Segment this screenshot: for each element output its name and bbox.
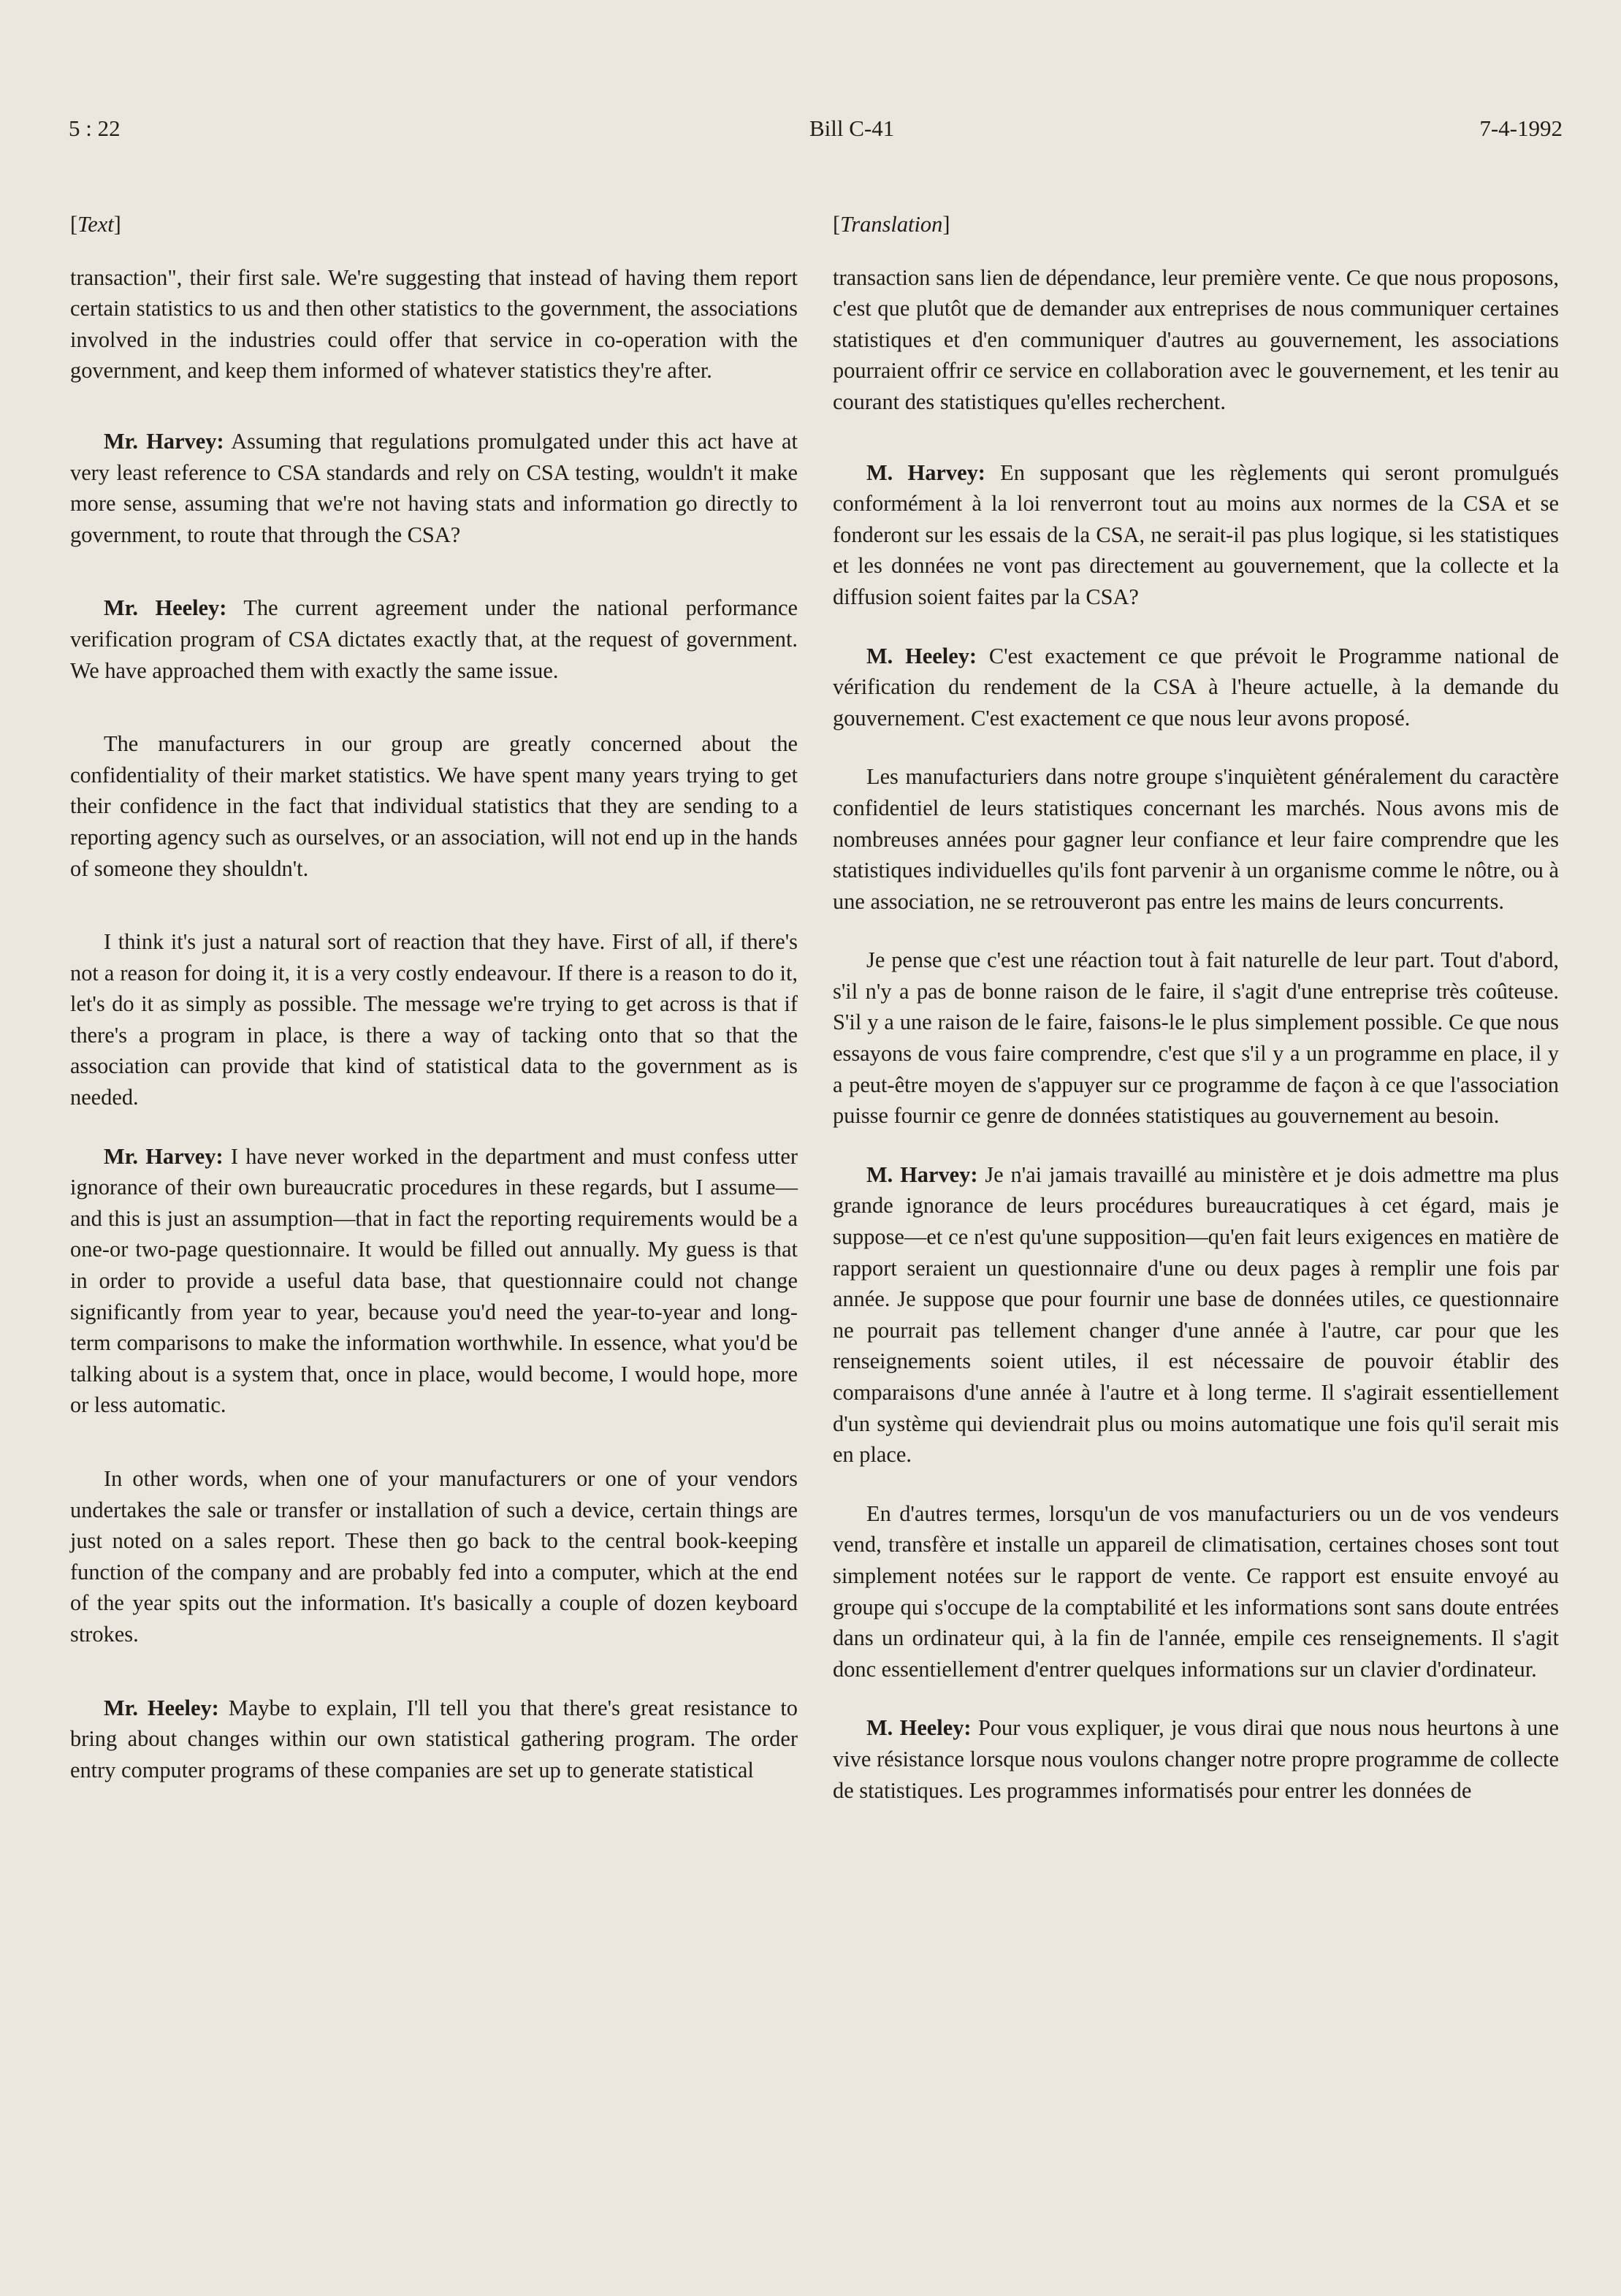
page-number: 5 : 22 — [69, 115, 121, 141]
speaker-name: Mr. Heeley: — [104, 1695, 219, 1720]
speaker-name: Mr. Harvey: — [104, 1143, 224, 1169]
speaker-name: Mr. Harvey: — [104, 428, 224, 454]
speaker-name: Mr. Heeley: — [104, 595, 227, 621]
column-label-text: [Text] — [70, 212, 121, 237]
speaker-name: M. Harvey: — [866, 1162, 978, 1187]
paragraph: Je pense que c'est une réaction tout à fait naturelle de leur part. Tout d'abord, s'il n'y a pas de bonne raison de le faire, il s'agit d'une entreprise très coûteuse. S'il y a une raison de le faire, faisons-le le plus simplement possible. Ce que nous essayons de vous faire comprendre, c'est que s'il y a un programme en place, il y a peut-être moyen de s'appuyer sur ce programme de façon à ce que l'association puisse fournir ce genre de données statistiques au gouvernement au besoin. — [833, 947, 1559, 1129]
french-column — [833, 209, 1559, 1834]
paragraph: The manufacturers in our group are greatly concerned about the confidentiality of their market statistics. We have spent many years trying to get their confidence in the fact that individual statistics that they are sending to a reporting agency such as ourselves, or an association, will not end up in the hands of someone they shouldn't. — [70, 731, 798, 881]
paragraph: En d'autres termes, lorsqu'un de vos manufacturiers ou un de vos vendeurs vend, transfère et installe un appareil de climatisation, certaines choses sont tout simplement notées sur le rapport de vente. Ce rapport est ensuite envoyé au groupe qui s'occupe de la comptabilité et les informations sont sans doute entrées dans un ordinateur qui, à la fin de l'année, empile ces renseignements. Il s'agit donc essentiellement d'entrer quelques informations sur un clavier d'ordinateur. — [833, 1500, 1559, 1682]
paragraph: I think it's just a natural sort of reaction that they have. First of all, if there's not a reason for doing it, it is a very costly endeavour. If there is a reason to do it, let's do it as simply as possible. The message we're trying to get across is that if there's a program in place, is there a way of tacking onto that so that the association can provide that kind of statistical data to the government as is needed. — [70, 929, 798, 1110]
speaker-name: M. Harvey: — [866, 459, 985, 485]
paragraph: M. Heeley: C'est exactement ce que prévoit le Programme national de vérification du rendement de la CSA à l'heure actuelle, à la demande du gouvernement. C'est exactement ce que nous leur avons proposé. — [833, 643, 1560, 731]
paragraph: M. Harvey: En supposant que les règlements qui seront promulgués conformément à la loi renverront tout au moins aux normes de la CSA et se fonderont sur les essais de la CSA, ne serait-il pas plus logique, si les statistiques et les données ne vont pas directement au gouvernement, que la collecte et la diffusion soient faites par la CSA? — [833, 459, 1560, 609]
paragraph: transaction sans lien de dépendance, leur première vente. Ce que nous proposons, c'est que plutôt que de demander aux entreprises de nous communiquer certaines statistiques et d'en communiquer d'autres au gouvernement, les associations pourraient offrir ce service en collaboration avec le gouvernement, et les tenir au courant des statistiques qu'elles recherchent. — [833, 264, 1559, 414]
page-header — [69, 115, 1563, 152]
paragraph: Mr. Heeley: Maybe to explain, I'll tell you that there's great resistance to bring about changes within our own statistical gathering program. The order entry computer programs of these companies are set up to generate statistical — [70, 1695, 798, 1782]
paragraph: Les manufacturiers dans notre groupe s'inquiètent généralement du caractère confidentiel de leurs statistiques concernant les marchés. Nous avons mis de nombreuses années pour gagner leur confiance et leur faire comprendre que les statistiques individuelles qu'ils font parvenir à un organisme comme le nôtre, ou à une association, ne se retrouveront pas entre les mains de leurs concurrents. — [833, 764, 1559, 914]
paragraph: M. Harvey: Je n'ai jamais travaillé au ministère et je dois admettre ma plus grande ignorance de leurs procédures bureaucratiques à cet égard, mais je suppose—et ce n'est qu'une supposition—qu'en fait leurs exigences en matière de rapport seraient un questionnaire d'une ou deux pages à remplir une fois par année. Je suppose que pour fournir une base de données utiles, ce questionnaire ne pourrait pas tellement changer d'une année à l'autre, car pour que les renseignements soient utiles, il est nécessaire de pouvoir établir des comparaisons d'une année à l'autre et à long terme. Il s'agirait essentiellement d'un système qui deviendrait plus ou moins automatique une fois qu'il serait mis en place. — [833, 1162, 1560, 1468]
column-label-translation: [Translation] — [833, 212, 950, 237]
english-column — [70, 209, 798, 1813]
paragraph: M. Heeley: Pour vous expliquer, je vous dirai que nous nous heurtons à une vive résistance lorsque nous voulons changer notre propre programme de collecte de statistiques. Les programmes informatisés pour entrer les données de — [833, 1715, 1559, 1803]
paragraph: Mr. Harvey: I have never worked in the department and must confess utter ignorance of their own bureaucratic procedures in these regards, but I assume—and this is just an assumption—that in fact the reporting requirements would be a one-or two-page questionnaire. It would be filled out annually. My guess is that in order to provide a useful data base, that questionnaire could not change significantly from year to year, because you'd need the year-to-year and long-term comparisons to make the information worthwhile. In essence, what you'd be talking about is a system that, once in place, would become, I would hope, more or less automatic. — [70, 1143, 798, 1418]
bill-title: Bill C-41 — [809, 115, 895, 141]
page-date: 7-4-1992 — [1479, 115, 1563, 141]
paragraph: transaction", their first sale. We're suggesting that instead of having them report certain statistics to us and then other statistics to the government, the associations involved in the industries could offer that service in co-operation with the government, and keep them informed of whatever statistics they're after. — [70, 264, 798, 384]
paragraph: Mr. Harvey: Assuming that regulations promulgated under this act have at very least reference to CSA standards and rely on CSA testing, wouldn't it make more sense, assuming that we're not having stats and information go directly to government, to route that through the CSA? — [70, 428, 798, 547]
paragraph: In other words, when one of your manufacturers or one of your vendors undertakes the sale or transfer or installation of such a device, certain things are just noted on a sales report. These then go back to the central book-keeping function of the company and are probably fed into a computer, which at the end of the year spits out the information. It's basically a couple of dozen keyboard strokes. — [70, 1466, 798, 1647]
paragraph: Mr. Heeley: The current agreement under the national performance verification program of CSA dictates exactly that, at the request of government. We have approached them with exactly the same issue. — [70, 595, 798, 683]
speaker-name: M. Heeley: — [866, 1715, 972, 1741]
speaker-name: M. Heeley: — [866, 643, 977, 668]
